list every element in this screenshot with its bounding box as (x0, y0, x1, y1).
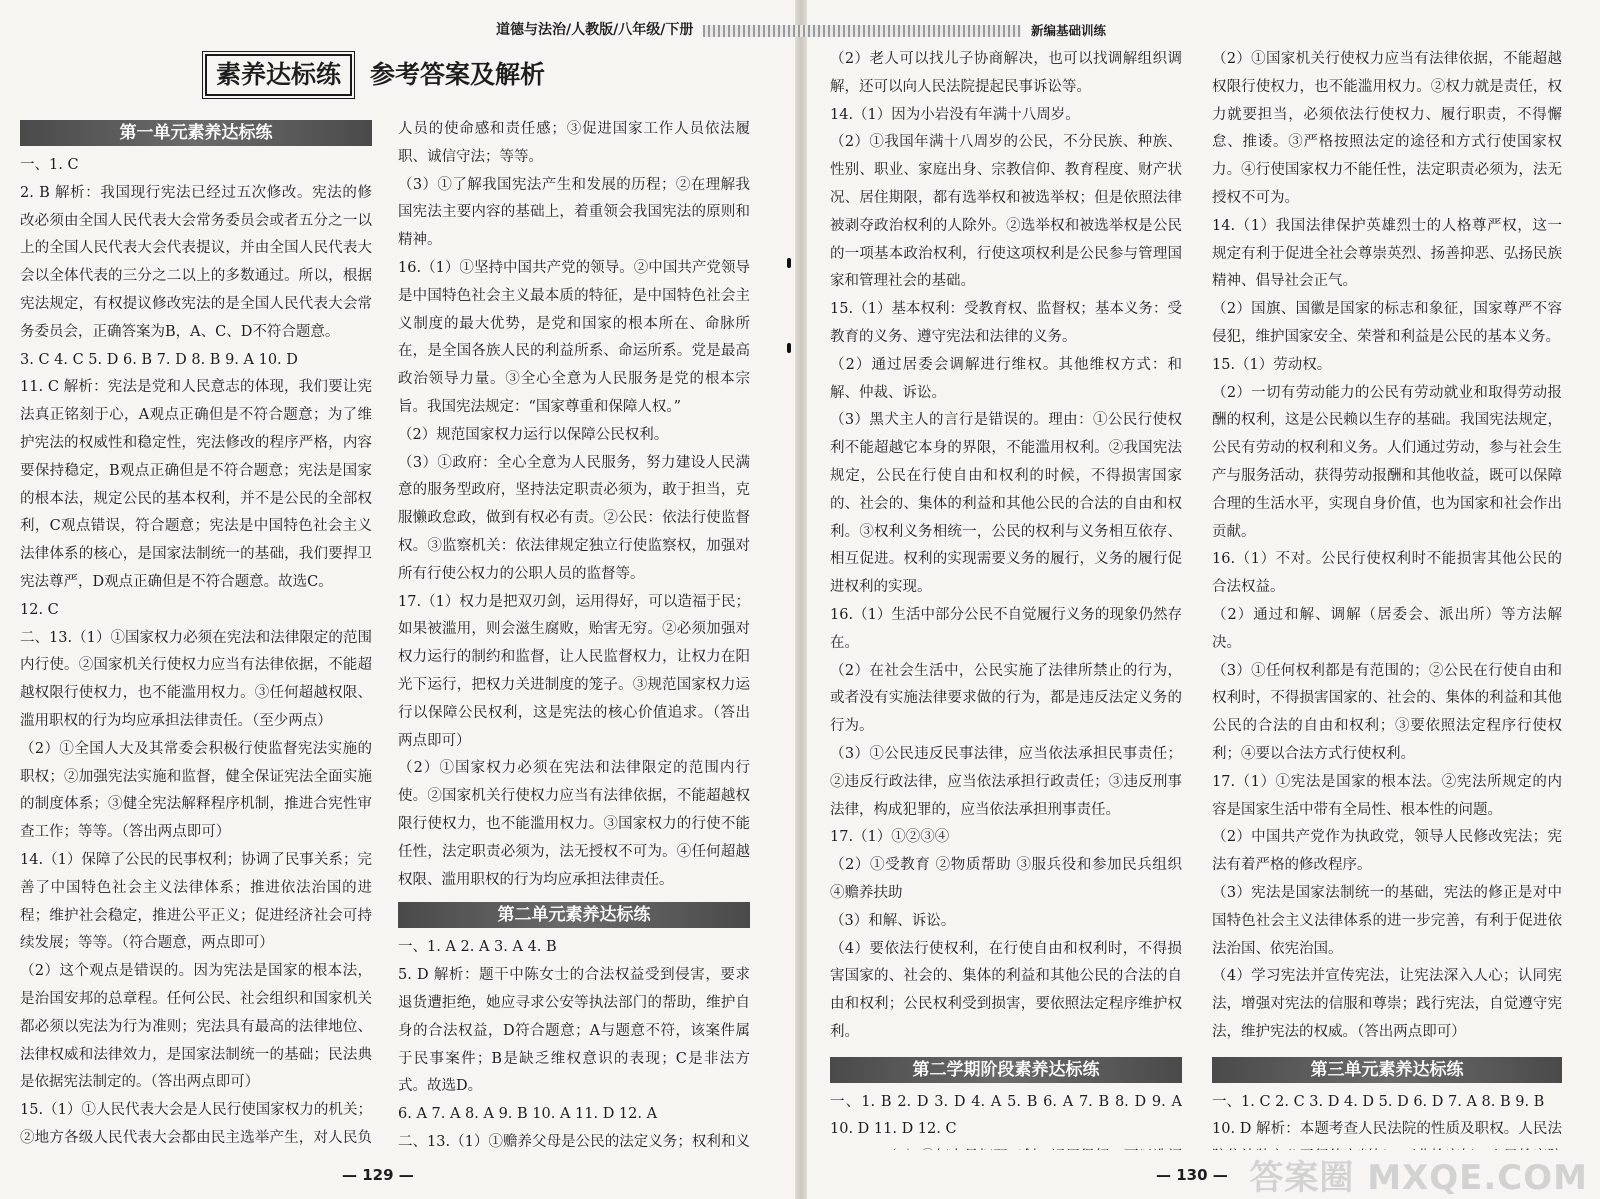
answer-paragraph: （2）①国家权力必须在宪法和法律限定的范围内行使。②国家机关行使权力应当有法律依据，不能超越权限行使权力，也不能滥用权力。③国家权力的行使不能任性，法定职责必须为，法无授权不可为。④任何超越权限、滥用职权的行为均应承担法律责任。 (398, 760, 750, 888)
answer-paragraph: 3. C 4. C 5. D 6. B 7. D 8. B 9. A 10. D (20, 351, 298, 368)
answer-paragraph: 6. A 7. A 8. A 9. B 10. A 11. D 12. A (398, 1106, 658, 1123)
answer-paragraph: 2. B 解析：我国现行宪法已经过五次修改。宪法的修改必须由全国人民代表大会常务委员会或者五分之一以上的全国人民代表大会代表提议，并由全国人民代表大会以全体代表的三分之二以上的多数通过。所以，根据宪法规定，有权提议修改宪法的是全国人民代表大会常务委员会，正确答案为B，A、C、D不符合题意。 (20, 184, 372, 340)
answer-paragraph: 5. D 解析：题干中陈女士的合法权益受到侵害，要求退货遭拒绝，她应寻求公安等执法部门的帮助，维护自身的合法权益，D符合题意；A与题意不符，该案件属于民事案件；B是缺乏维权意识的表现；C是非法方式。故选D。 (398, 967, 750, 1095)
answer-paragraph: 11. C 解析：宪法是党和人民意志的体现，我们要让宪法真正铭刻于心，A观点正确但是不符合题意；为了维护宪法的权威性和稳定性，宪法修改的程序严格，内容要保持稳定，B观点正确但是不符合题意；宪法是国家的根本法，规定公民的基本权利，并不是公民的全部权利，C观点错误，符合题意；宪法是中国特色社会主义法律体系的核心，是国家法制统一的基础，我们要捍卫宪法尊严，D观点正确但是不符合题意。故选C。 (20, 379, 372, 590)
answer-paragraph: （3）宪法是国家法制统一的基础，宪法的修正是对中国特色社会主义法律体系的进一步完善，有利于促进依法治国、依宪治国。 (1212, 884, 1562, 957)
answer-paragraph: （2）①受教育 ②物质帮助 ③服兵役和参加民兵组织 ④赡养扶助 (830, 857, 1182, 901)
answer-paragraph: 14.（1）我国法律保护英雄烈士的人格尊严权，这一规定有利于促进全社会尊崇英烈、扬善抑恶、弘扬民族精神、倡导社会正气。 (1212, 217, 1562, 290)
column-3-body-top (830, 46, 1182, 1047)
column-1-body (20, 152, 372, 1150)
answer-paragraph: 14.（1）保障了公民的民事权利；协调了民事关系；完善了中国特色社会主义法律体系；推进依法治国的进程；维护社会稳定，推进公平正义；促进经济社会可持续发展；等等。（符合题意，两点即可） (20, 851, 372, 952)
answer-paragraph: （3）①了解我国宪法产生和发展的历程；②在理解我国宪法主要内容的基础上，着重领会我国宪法的原则和精神。 (398, 176, 750, 249)
column-2-body-bottom (398, 934, 750, 1150)
answer-paragraph: （3）和解、诉讼。 (830, 912, 956, 929)
answer-paragraph: （2）这个观点是错误的。因为宪法是国家的根本法，是治国安邦的总章程。任何公民、社会组织和国家机关都必须以宪法为行为准则；宪法具有最高的法律地位、法律权威和法律效力，是国家法制统一的基础；民法典是依据宪法制定的。（答出两点即可） (20, 963, 372, 1091)
answer-paragraph: （2）一切有劳动能力的公民有劳动就业和取得劳动报酬的权利，这是公民赖以生存的基础。我国宪法规定，公民有劳动的权利和义务。人们通过劳动，参与社会生产与服务活动，获得劳动报酬和其他收益，既可以保障合理的生活水平，实现自身价值，也为国家和社会作出贡献。 (1212, 384, 1562, 540)
running-head-bar (703, 25, 1021, 37)
answer-paragraph: 15.（1）劳动权。 (1212, 356, 1332, 373)
answer-paragraph: 15.（1）基本权利：受教育权、监督权；基本义务：受教育的义务、遵守宪法和法律的义务。 (830, 301, 1182, 345)
section-banner-unit-2: 第二单元素养达标练 (398, 902, 750, 928)
answer-paragraph: 16.（1）①坚持中国共产党的领导。②中国共产党领导是中国特色社会主义最本质的特征，是中国特色社会主义制度的最大优势，是党和国家的根本所在、命脉所在，是全国各族人民的利益所系、命运所系。党是最高政治领导力量。③全心全意为人民服务是党的根本宗旨。我国宪法规定：“国家尊重和保障人权。” (398, 259, 750, 415)
answer-paragraph: （2）①国家机关行使权力应当有法律依据，不能超越权限行使权力，也不能滥用权力。②权力就是责任，权力就要担当，必须依法行使权力、履行职责，不得懈怠、推诿。③严格按照法定的途径和方式行使国家权力。④行使国家权力不能任性，法定职责必须为，法无授权不可为。 (1212, 51, 1562, 206)
answer-paragraph: （2）国旗、国徽是国家的标志和象征，国家尊严不容侵犯，维护国家安全、荣誉和利益是公民的基本义务。 (1212, 301, 1562, 345)
section-banner-midterm: 第二学期阶段素养达标练 (830, 1057, 1182, 1083)
page-number-right: — 130 — (1156, 1166, 1228, 1184)
running-head (496, 20, 1106, 42)
column-4 (1212, 46, 1562, 1150)
answer-paragraph: 16.（1）生活中部分公民不自觉履行义务的现象仍然存在。 (830, 606, 1182, 651)
column-2-body-top (398, 116, 750, 894)
answer-paragraph: 人员的使命感和责任感；③促进国家工作人员依法履职、诚信守法；等等。 (398, 121, 750, 165)
answer-paragraph: 15.（1）①人民代表大会是人民行使国家权力的机关；②地方各级人民代表大会都由民主选举产生，对人民负 (20, 1102, 372, 1146)
answer-paragraph: （4）要依法行使权利，在行使自由和权利时，不得损害国家的、社会的、集体的利益和其他公民的合法的自由和权利；公民权利受到损害，要依照法定程序维护权利。 (830, 940, 1182, 1040)
watermark: 答案圈 MXQE.COM (1249, 1158, 1588, 1199)
answer-paragraph: （3）①公民违反民事法律，应当依法承担民事责任；②违反行政法律，应当依法承担行政责任；③违反刑事法律，构成犯罪的，应当依法承担刑事责任。 (830, 745, 1182, 818)
title-main: 参考答案及解析 (370, 60, 546, 90)
answer-paragraph: 10. D 解析：本题考查人民法院的性质及职权。人民法 (1212, 1121, 1562, 1138)
section-banner-unit-3: 第三单元素养达标练 (1212, 1057, 1562, 1083)
answer-paragraph: 一、1. B 2. D 3. D 4. A 5. B 6. A 7. B 8. D 9. A 10. D 11. D 12. C (830, 1093, 1182, 1138)
running-head-book: 道德与法治/人教版/八年级/下册 (496, 22, 694, 39)
title-boxed: 素养达标练 (205, 54, 352, 96)
column-2 (398, 116, 750, 1150)
answer-paragraph: 16.（1）不对。公民行使权利时不能损害其他公民的合法权益。 (1212, 551, 1562, 596)
answer-paragraph: 一、1. C 2. C 3. D 4. D 5. D 6. D 7. A 8. B 9. B (1212, 1093, 1545, 1110)
column-3 (830, 46, 1182, 1150)
answer-paragraph: 一、1. A 2. A 3. A 4. B (398, 939, 557, 956)
answer-paragraph: 17.（1）①②③④ (830, 829, 950, 846)
column-4-body-top (1212, 46, 1562, 1047)
answer-paragraph: （2）在社会生活中，公民实施了法律所禁止的行为，或者没有实施法律要求做的行为，都是违反法定义务的行为。 (830, 662, 1182, 735)
answer-paragraph: （2）中国共产党作为执政党，领导人民修改宪法；宪法有着严格的修改程序。 (1212, 829, 1562, 874)
answer-paragraph: 14.（1）因为小岩没有年满十八周岁。 (830, 106, 1080, 123)
answer-paragraph (830, 1144, 1182, 1150)
answer-paragraph: 二、13.（1）①赡养父母是公民的法定义务；权利和义 (398, 1133, 750, 1150)
answer-paragraph: 二、13.（1）①国家权力必须在宪法和法律限定的范围内行使。②国家机关行使权力应当有法律依据，不能超越权限行使权力，也不能滥用权力。③任何超越权限、滥用职权的行为均应承担法律责任。（至少两点） (20, 629, 372, 729)
answer-paragraph: （2）通过居委会调解进行维权。其他维权方式：和解、仲裁、诉讼。 (830, 356, 1182, 401)
binding-mark-1 (787, 258, 791, 268)
answer-paragraph: （2）①全国人大及其常委会积极行使监督宪法实施的职权；②加强宪法实施和监督，健全保证宪法全面实施的制度体系；③健全宪法解释程序机制，推进合宪性审查工作；等等。（答出两点即可） (20, 740, 372, 841)
column-3-body-bottom (830, 1089, 1182, 1150)
section-banner-unit-1: 第一单元素养达标练 (20, 120, 372, 146)
column-4-body-bottom (1212, 1089, 1562, 1150)
answer-paragraph: 17.（1）①宪法是国家的根本法。②宪法所规定的内容是国家生活中带有全局性、根本性的问题。 (1212, 773, 1562, 818)
page-number-left: — 129 — (342, 1166, 414, 1184)
page-title (205, 52, 585, 98)
answer-paragraph: （2）通过和解、调解（居委会、派出所）等方法解决。 (1212, 606, 1562, 651)
column-1 (20, 116, 372, 1150)
book-gutter (795, 0, 807, 1199)
answer-paragraph: 一、1. C (20, 157, 79, 173)
answer-paragraph: （3）黑犬主人的言行是错误的。理由：①公民行使权利不能超越它本身的界限，不能滥用权利。②我国宪法规定，公民在行使自由和权利的时候，不得损害国家的、社会的、集体的利益和其他公民的合法的自由和权利。③权利义务相统一，公民的权利与义务相互依存、相互促进。权利的实现需要义务的履行，义务的履行促进权利的实现。 (830, 412, 1182, 596)
running-head-series: 新编基础训练 (1030, 23, 1106, 39)
answer-paragraph: （4）学习宪法并宣传宪法，让宪法深入人心；认同宪法，增强对宪法的信服和尊崇；践行宪法，自觉遵守宪法，维护宪法的权威。（答出两点即可） (1212, 968, 1562, 1040)
answer-paragraph: 12. C (20, 601, 59, 618)
answer-paragraph: （2）规范国家权力运行以保障公民权利。 (398, 426, 669, 443)
answer-paragraph: （3）①任何权利都是有范围的；②公民在行使自由和权利时，不得损害国家的、社会的、集体的利益和其他公民的合法的自由和权利；③要依照法定程序行使权利；④要以合法方式行使权利。 (1212, 662, 1562, 762)
answer-paragraph: （2）①我国年满十八周岁的公民，不分民族、种族、性别、职业、家庭出身、宗教信仰、教育程度、财产状况、居住期限，都有选举权和被选举权；但是依照法律被剥夺政治权利的人除外。②选举权和被选举权是公民的一项基本政治权利，行使这项权利是公民参与管理国家和管理社会的基础。 (830, 134, 1182, 290)
answer-paragraph: 17.（1）权力是把双刃剑，运用得好，可以造福于民；如果被滥用，则会滋生腐败，贻害无穷。②必须加强对权力运行的制约和监督，让人民监督权力，让权力在阳光下运行，把权力关进制度的笼子。③规范国家权力运行以保障公民权利，这是宪法的核心价值追求。（答出两点即可） (398, 593, 750, 749)
answer-paragraph: （3）①政府：全心全意为人民服务，努力建设人民满意的服务型政府，坚持法定职责必须为，敢于担当，克服懒政怠政，做到有权必有责。②公民：依法行使监督权。③监察机关：依法律规定独立行使监察权，加强对所有行使公权力的公职人员的监督等。 (398, 454, 750, 582)
answer-paragraph: （2）老人可以找儿子协商解决，也可以找调解组织调解，还可以向人民法院提起民事诉讼等。 (830, 51, 1182, 95)
binding-mark-2 (787, 343, 791, 353)
